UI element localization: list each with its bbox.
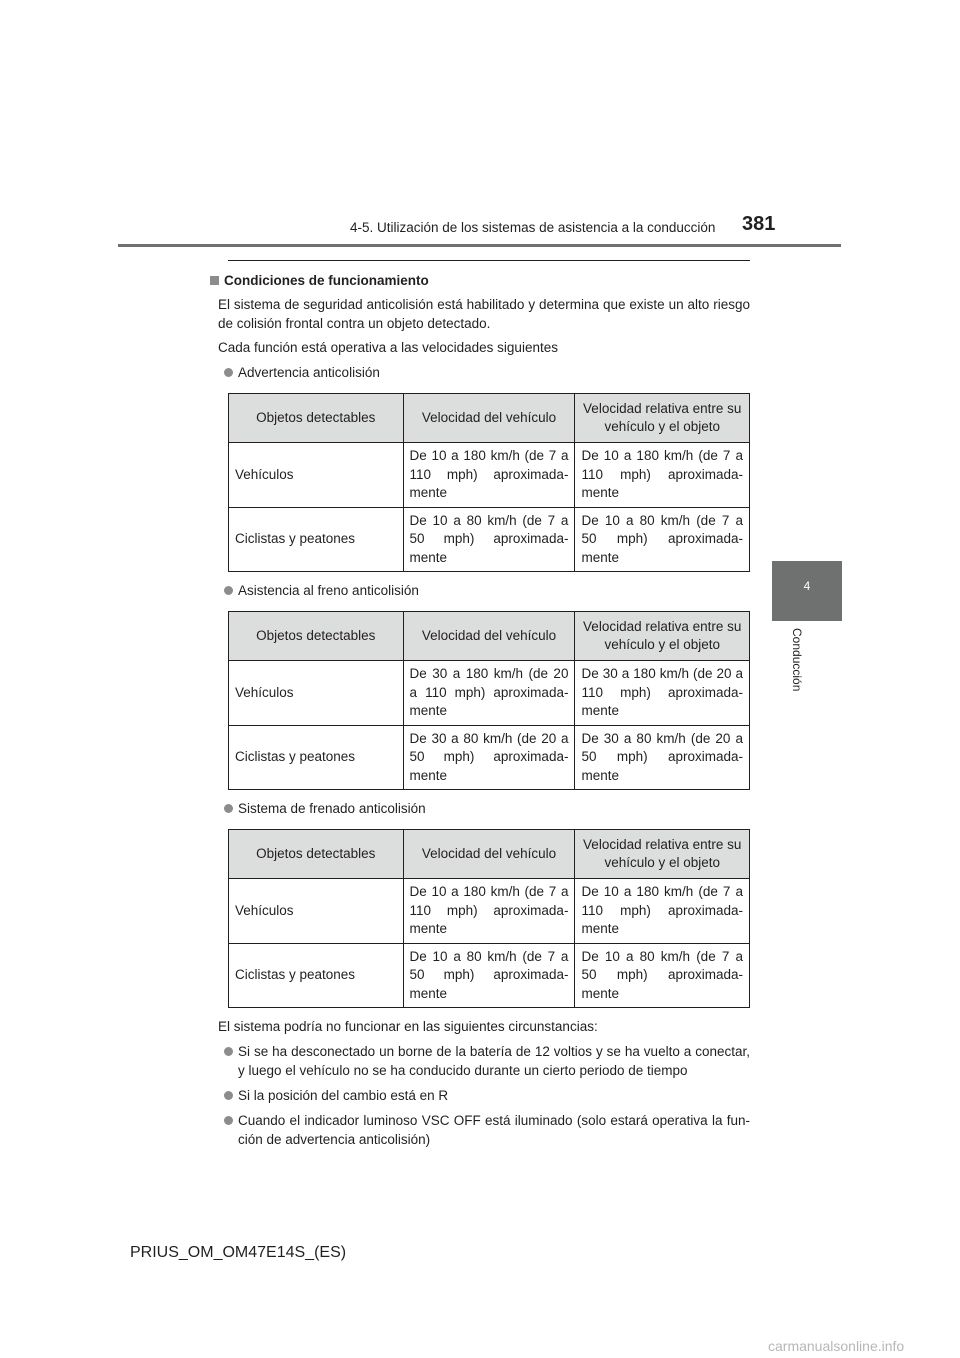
page-number: 381 bbox=[742, 213, 776, 235]
table-cell: De 10 a 180 km/h (de 7 a 110 mph) aproximada-mente bbox=[403, 443, 575, 508]
table-cell: Vehículos bbox=[229, 661, 404, 726]
page-content bbox=[210, 268, 750, 1149]
speed-table bbox=[228, 611, 750, 790]
table-cell: De 10 a 80 km/h (de 7 a 50 mph) aproximada-mente bbox=[403, 943, 575, 1008]
function-heading bbox=[224, 581, 750, 600]
condition-text: Si la posición del cambio está en R bbox=[238, 1088, 449, 1103]
table-cell: De 30 a 180 km/h (de 20 a 110 mph) aproximada-mente bbox=[575, 661, 750, 726]
column-header: Objetos detectables bbox=[229, 612, 404, 661]
chapter-label: Conducción bbox=[790, 628, 804, 692]
table-cell: Ciclistas y peatones bbox=[229, 507, 404, 572]
section-title: Condiciones de funcionamiento bbox=[224, 273, 429, 288]
table-cell: Vehículos bbox=[229, 443, 404, 508]
bullet-dot-icon bbox=[224, 1091, 233, 1100]
table-cell: De 30 a 80 km/h (de 20 a 50 mph) aproximada-mente bbox=[403, 725, 575, 790]
column-header: Objetos detectables bbox=[229, 830, 404, 879]
table-row bbox=[229, 661, 750, 726]
table-cell: Ciclistas y peatones bbox=[229, 725, 404, 790]
table-cell: De 10 a 80 km/h (de 7 a 50 mph) aproximada-mente bbox=[575, 507, 750, 572]
column-header: Objetos detectables bbox=[229, 394, 404, 443]
condition-item bbox=[224, 1042, 750, 1080]
content-top-rule bbox=[228, 260, 750, 261]
column-header: Velocidad del vehículo bbox=[403, 612, 575, 661]
table-header-row bbox=[229, 830, 750, 879]
table-cell: Vehículos bbox=[229, 879, 404, 944]
bullet-dot-icon bbox=[224, 1116, 233, 1125]
table-cell: De 10 a 180 km/h (de 7 a 110 mph) aproximada-mente bbox=[403, 879, 575, 944]
column-header: Velocidad relativa entre su vehículo y el objeto bbox=[575, 394, 750, 443]
column-header: Velocidad del vehículo bbox=[403, 394, 575, 443]
table-cell: De 10 a 180 km/h (de 7 a 110 mph) aproximada-mente bbox=[575, 443, 750, 508]
bullet-dot-icon bbox=[224, 1047, 233, 1056]
column-header: Velocidad relativa entre su vehículo y el objeto bbox=[575, 830, 750, 879]
column-header: Velocidad del vehículo bbox=[403, 830, 575, 879]
column-header: Velocidad relativa entre su vehículo y el objeto bbox=[575, 612, 750, 661]
condition-item bbox=[224, 1086, 750, 1105]
function-name: Advertencia anticolisión bbox=[238, 365, 380, 380]
chapter-number: 4 bbox=[803, 579, 811, 593]
table-header-row bbox=[229, 612, 750, 661]
section-heading bbox=[210, 271, 750, 290]
table-row bbox=[229, 507, 750, 572]
chapter-tab bbox=[772, 561, 842, 621]
document-code-footer: PRIUS_OM_OM47E14S_(ES) bbox=[130, 1244, 347, 1261]
table-row bbox=[229, 879, 750, 944]
function-heading bbox=[224, 363, 750, 382]
table-cell: De 30 a 80 km/h (de 20 a 50 mph) aproximada-mente bbox=[575, 725, 750, 790]
function-name: Sistema de frenado anticolisión bbox=[238, 801, 426, 816]
speed-table bbox=[228, 393, 750, 572]
section-lead: Cada función está operativa a las velocidades siguientes bbox=[218, 340, 558, 355]
conditions-lead: El sistema podría no funcionar en las siguientes circunstancias: bbox=[218, 1019, 598, 1034]
watermark: carmanualsonline.info bbox=[768, 1338, 905, 1354]
table-cell: Ciclistas y peatones bbox=[229, 943, 404, 1008]
table-cell: De 10 a 80 km/h (de 7 a 50 mph) aproximada-mente bbox=[403, 507, 575, 572]
table-row bbox=[229, 443, 750, 508]
header-rule bbox=[118, 244, 841, 247]
table-row bbox=[229, 943, 750, 1008]
condition-item bbox=[224, 1111, 750, 1149]
function-name: Asistencia al freno anticolisión bbox=[238, 583, 419, 598]
condition-text: Cuando el indicador luminoso VSC OFF está iluminado (solo estará operativa la fun-ción de advertencia anticolisión) bbox=[238, 1113, 750, 1147]
condition-text: Si se ha desconectado un borne de la batería de 12 voltios y se ha vuelto a conectar, y luego el vehículo no se ha conducido durante un cierto periodo de tiempo bbox=[238, 1044, 750, 1078]
bullet-dot-icon bbox=[224, 804, 233, 813]
table-cell: De 30 a 180 km/h (de 20 a 110 mph) aproximada-mente bbox=[403, 661, 575, 726]
running-header-title: 4-5. Utilización de los sistemas de asistencia a la conducción bbox=[350, 220, 716, 235]
speed-table bbox=[228, 829, 750, 1008]
table-cell: De 10 a 180 km/h (de 7 a 110 mph) aproximada-mente bbox=[575, 879, 750, 944]
bullet-dot-icon bbox=[224, 368, 233, 377]
section-intro: El sistema de seguridad anticolisión está habilitado y determina que existe un alto riesgo de colisión frontal contra un objeto detectado. bbox=[218, 297, 750, 331]
square-bullet-icon bbox=[210, 276, 219, 285]
bullet-dot-icon bbox=[224, 586, 233, 595]
table-cell: De 10 a 80 km/h (de 7 a 50 mph) aproximada-mente bbox=[575, 943, 750, 1008]
table-header-row bbox=[229, 394, 750, 443]
table-row bbox=[229, 725, 750, 790]
function-heading bbox=[224, 799, 750, 818]
